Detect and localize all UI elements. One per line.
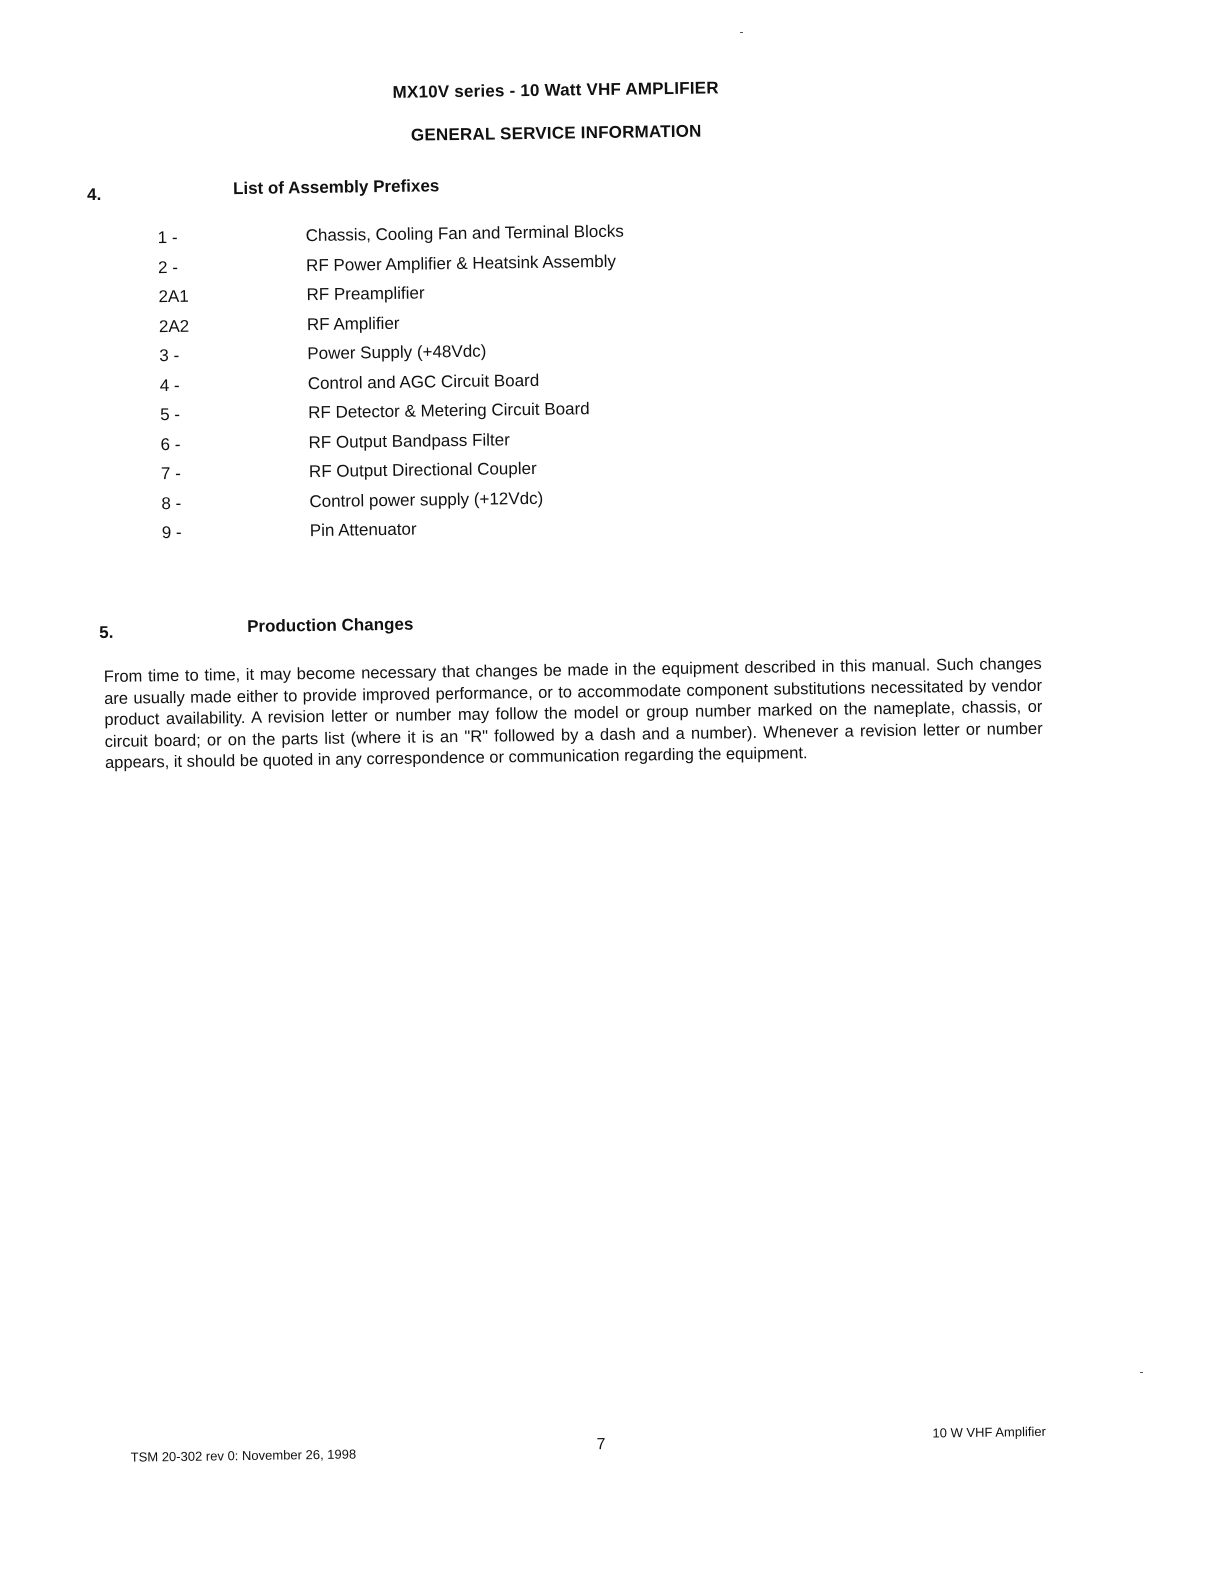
production-changes-paragraph: From time to time, it may become necessary that changes be made in the equipment described in this manual. Such changes are usually made either to provide improved performance, or to accommodate component substitutions necessitated by vendor product availability. A revision letter or number may follow the model or group number marked on the nameplate, chassis, or circuit board; or on the parts list (where it is an "R" followed by a dash and a number). Whenever a revision letter or number appears, it should be quoted in any correspondence or communication regarding the equipment. xyxy=(103,654,1043,772)
prefix-code: 2 - xyxy=(157,257,179,277)
prefix-description: Power Supply (+48Vdc) xyxy=(307,341,487,364)
section-5-number: 5. xyxy=(99,622,114,643)
prefix-code: 6 - xyxy=(160,434,181,454)
scan-speck xyxy=(1140,1372,1143,1373)
page-number: 7 xyxy=(596,1436,606,1454)
prefix-description: RF Preamplifier xyxy=(306,283,425,305)
prefix-description: RF Output Bandpass Filter xyxy=(308,429,510,452)
prefix-description: Chassis, Cooling Fan and Terminal Blocks xyxy=(305,221,624,246)
prefix-description: Control and AGC Circuit Board xyxy=(307,370,540,393)
assembly-prefix-list xyxy=(158,220,782,553)
prefix-code: 8 - xyxy=(161,493,182,513)
prefix-description: RF Detector & Metering Circuit Board xyxy=(308,399,590,423)
document-title: MX10V series - 10 Watt VHF AMPLIFIER xyxy=(392,78,719,102)
prefix-code: 5 - xyxy=(160,404,181,425)
prefix-description: RF Output Directional Coupler xyxy=(308,458,537,482)
document-subtitle: GENERAL SERVICE INFORMATION xyxy=(410,121,702,145)
section-5-heading: Production Changes xyxy=(246,614,414,636)
section-4-heading: List of Assembly Prefixes xyxy=(232,176,440,199)
prefix-code: 1 - xyxy=(157,227,178,248)
prefix-description: RF Power Amplifier & Heatsink Assembly xyxy=(305,251,617,275)
prefix-code: 2A2 xyxy=(158,316,190,336)
prefix-code: 4 - xyxy=(159,375,180,395)
prefix-code: 3 - xyxy=(159,345,180,366)
footer-document-reference: TSM 20-302 rev 0: November 26, 1998 xyxy=(130,1446,357,1465)
prefix-description: Pin Attenuator xyxy=(309,519,417,541)
prefix-description: RF Amplifier xyxy=(306,313,400,334)
prefix-code: 7 - xyxy=(160,463,181,484)
footer-product-name: 10 W VHF Amplifier xyxy=(932,1423,1046,1441)
scan-speck xyxy=(740,32,743,33)
prefix-code: 2A1 xyxy=(158,286,189,307)
prefix-code: 9 - xyxy=(161,522,182,543)
prefix-description: Control power supply (+12Vdc) xyxy=(309,488,544,511)
section-4-number: 4. xyxy=(86,184,102,205)
